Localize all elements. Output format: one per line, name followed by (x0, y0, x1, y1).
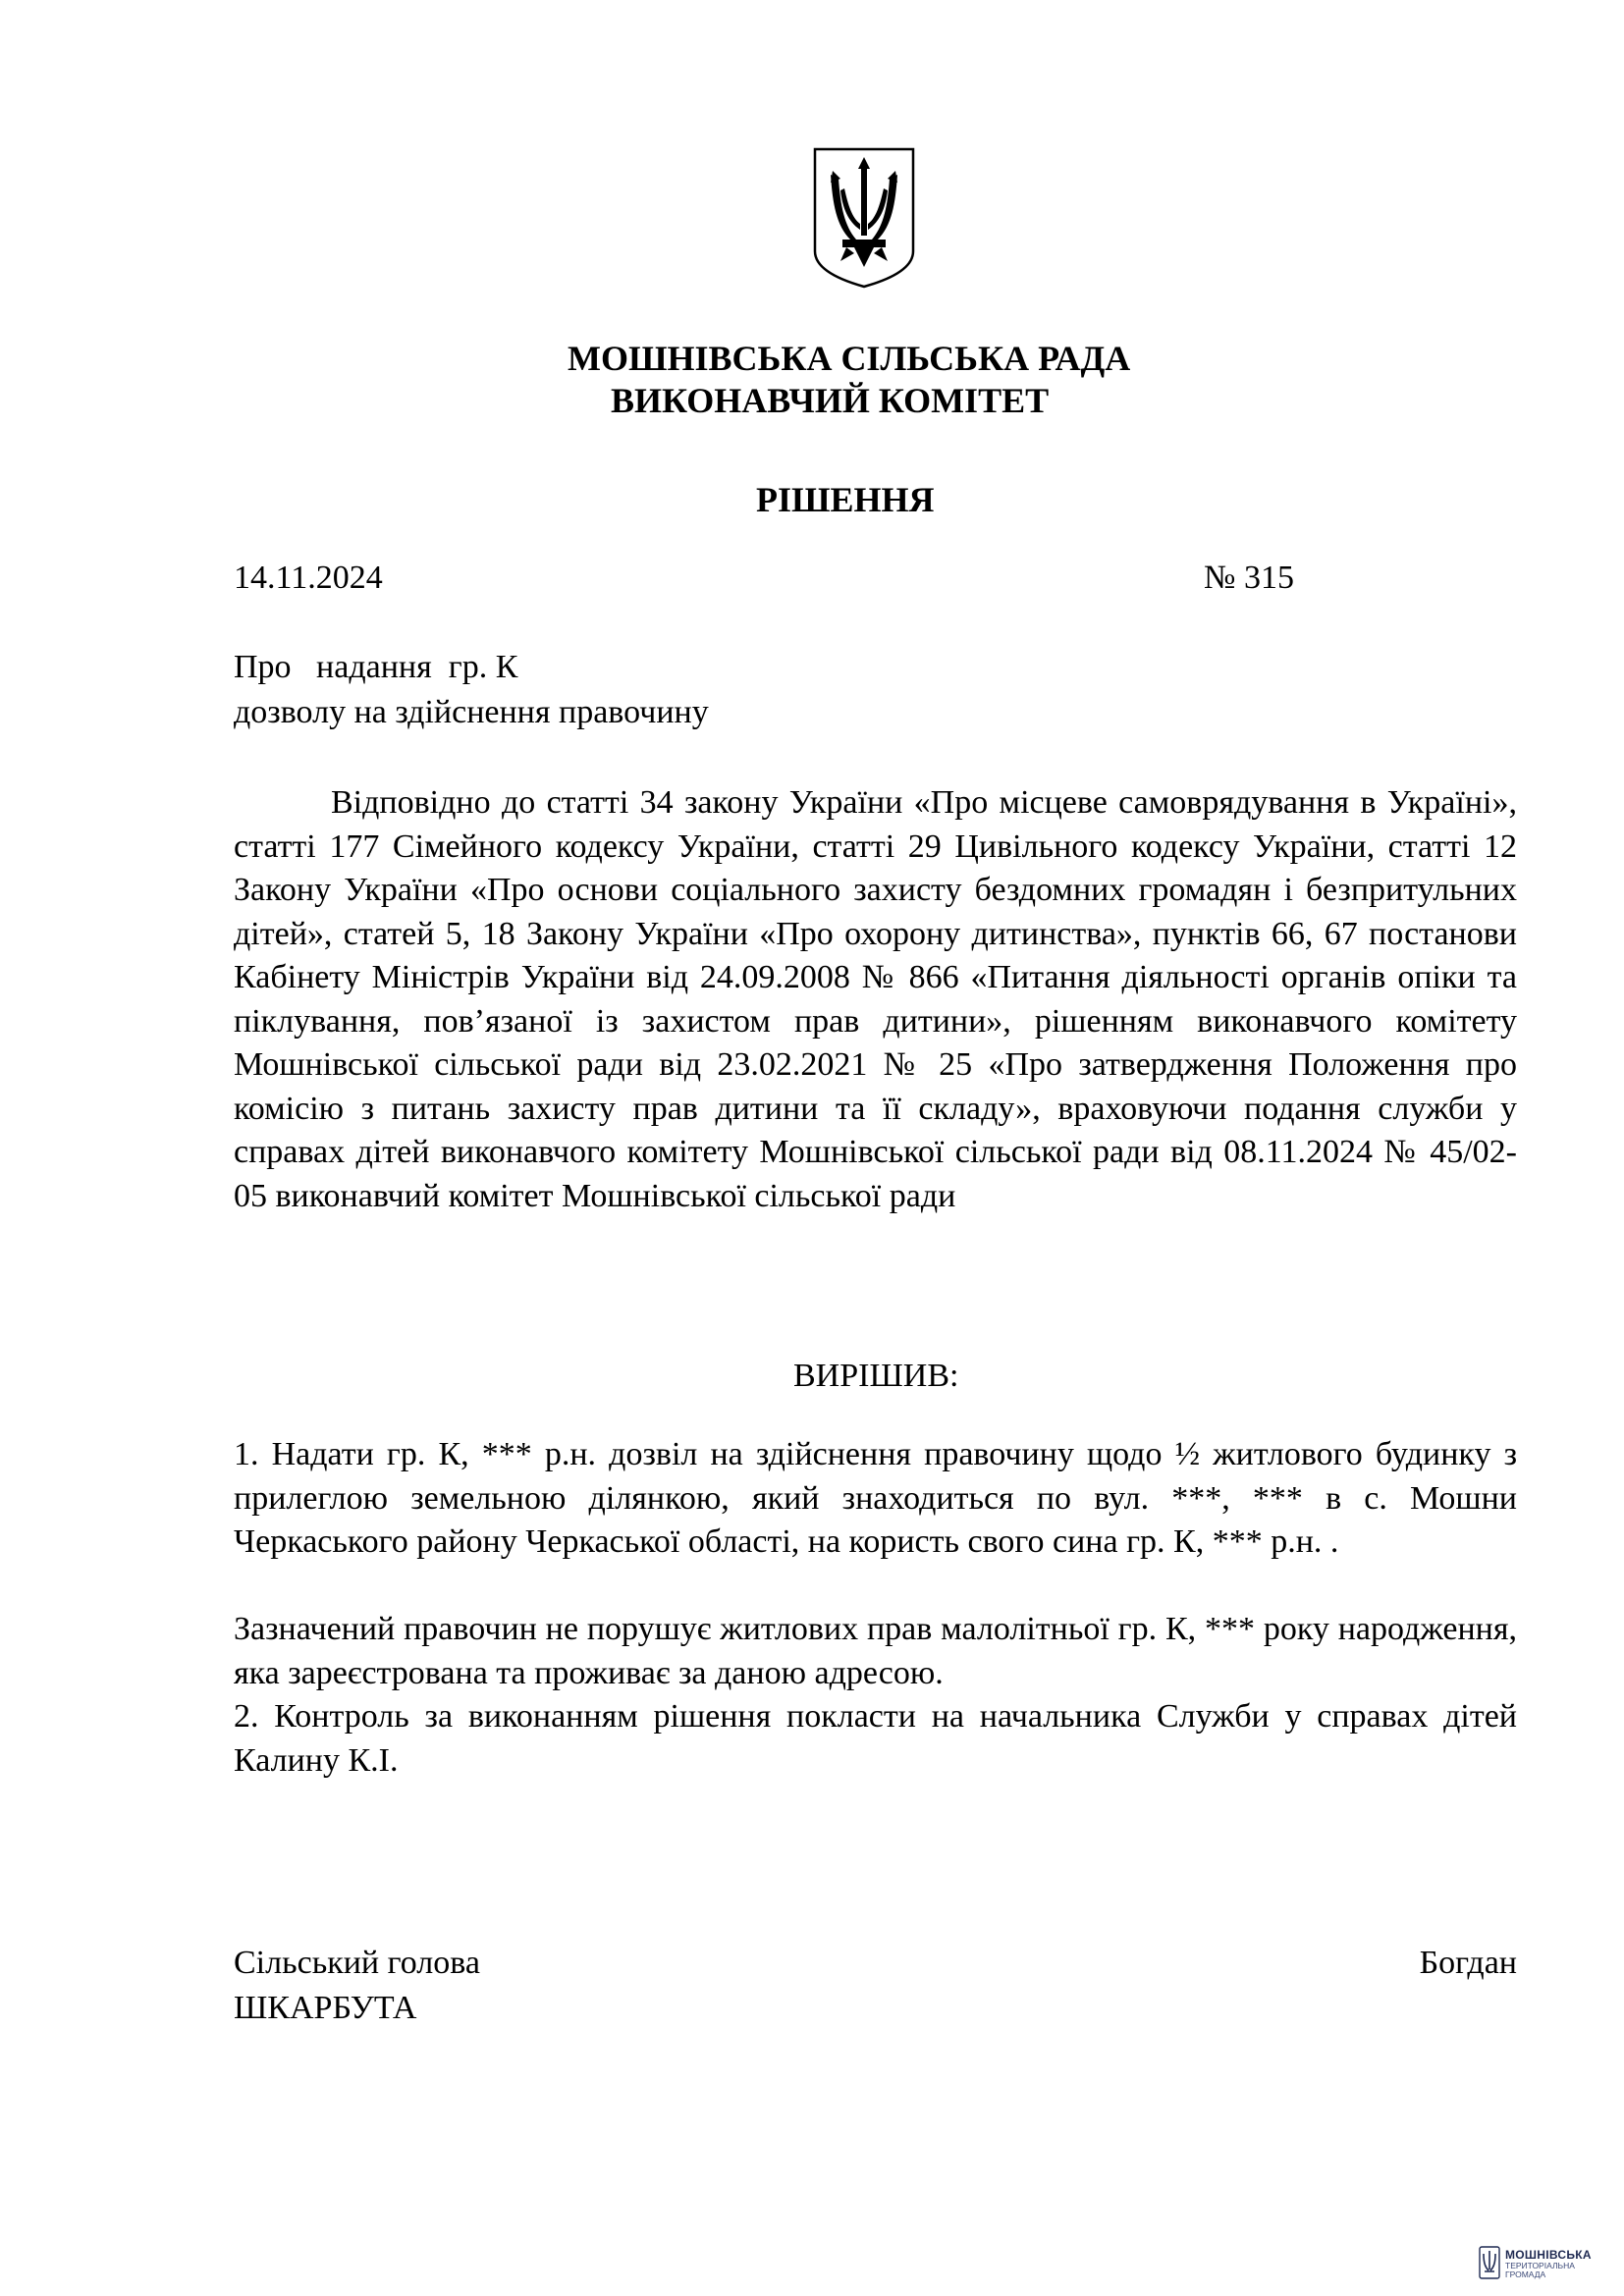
watermark-title: МОШНІВСЬКА (1505, 2248, 1592, 2262)
preamble-paragraph: Відповідно до статті 34 закону України «Про місцеве самоврядування в Україні», статті 177 Сімейного кодексу України, статті 29 Цивільного кодексу України, статті 12 Закону України «Про основи соціального захисту бездомних громадян і безпритульних дітей», статей 5, 18 Закону України «Про охорону дитинства», пунктів 66, 67 постанови Кабінету Міністрів України від 24.09.2008 № 866 «Питання діяльності органів опіки та піклування, пов’язаної із захистом прав дитини», рішенням виконавчого комітету Мошнівської сільської ради від 23.02.2021 № 25 «Про затвердження Положення про комісію з питань захисту прав дитини та її складу», враховуючи подання служби у справах дітей виконавчого комітету Мошнівської сільської ради від 08.11.2024 № 45/02-05 виконавчий комітет Мошнівської сільської ради (234, 784, 1517, 1214)
community-watermark (1479, 2246, 1616, 2291)
signatory-surname: ШКАРБУТА (234, 1990, 417, 2026)
subject-line-2: дозволу на здійснення правочину (234, 694, 709, 730)
trident-coat-of-arms-icon (811, 145, 917, 291)
decision-item-1: 1. Надати гр. К, *** р.н. дозвіл на здійснення правочину щодо ½ житлового будинку з прилеглою земельною ділянкою, який знаходиться по вул. ***, *** в с. Мошни Черкаського району Черкаської області, на користь свого сина гр. К, *** р.н. . (234, 1436, 1517, 1560)
decision-item-2: 2. Контроль за виконанням рішення покласти на начальника Служби у справах дітей Калину К.І. (234, 1698, 1517, 1779)
watermark-subtitle: ТЕРИТОРІАЛЬНА ГРОМАДА (1505, 2261, 1575, 2279)
signatory-position: Сільський голова (234, 1945, 480, 1981)
council-name: МОШНІВСЬКА СІЛЬСЬКА РАДА (568, 339, 1131, 378)
decision-note: Зазначений правочин не порушує житлових прав малолітньої гр. К, *** року народження, яка зареєстрована та проживає за даною адресою. (234, 1611, 1517, 1691)
committee-name: ВИКОНАВЧИЙ КОМІТЕТ (611, 381, 1050, 420)
decision-date: 14.11.2024 (234, 560, 383, 596)
decision-number: № 315 (1204, 560, 1294, 596)
document-type: РІШЕННЯ (756, 480, 935, 519)
resolved-heading: ВИРІШИВ: (793, 1358, 959, 1394)
trident-small-icon (1479, 2246, 1500, 2279)
signatory-first-name: Богдан (1419, 1945, 1517, 1981)
subject-line-1: Про надання гр. К (234, 649, 518, 685)
